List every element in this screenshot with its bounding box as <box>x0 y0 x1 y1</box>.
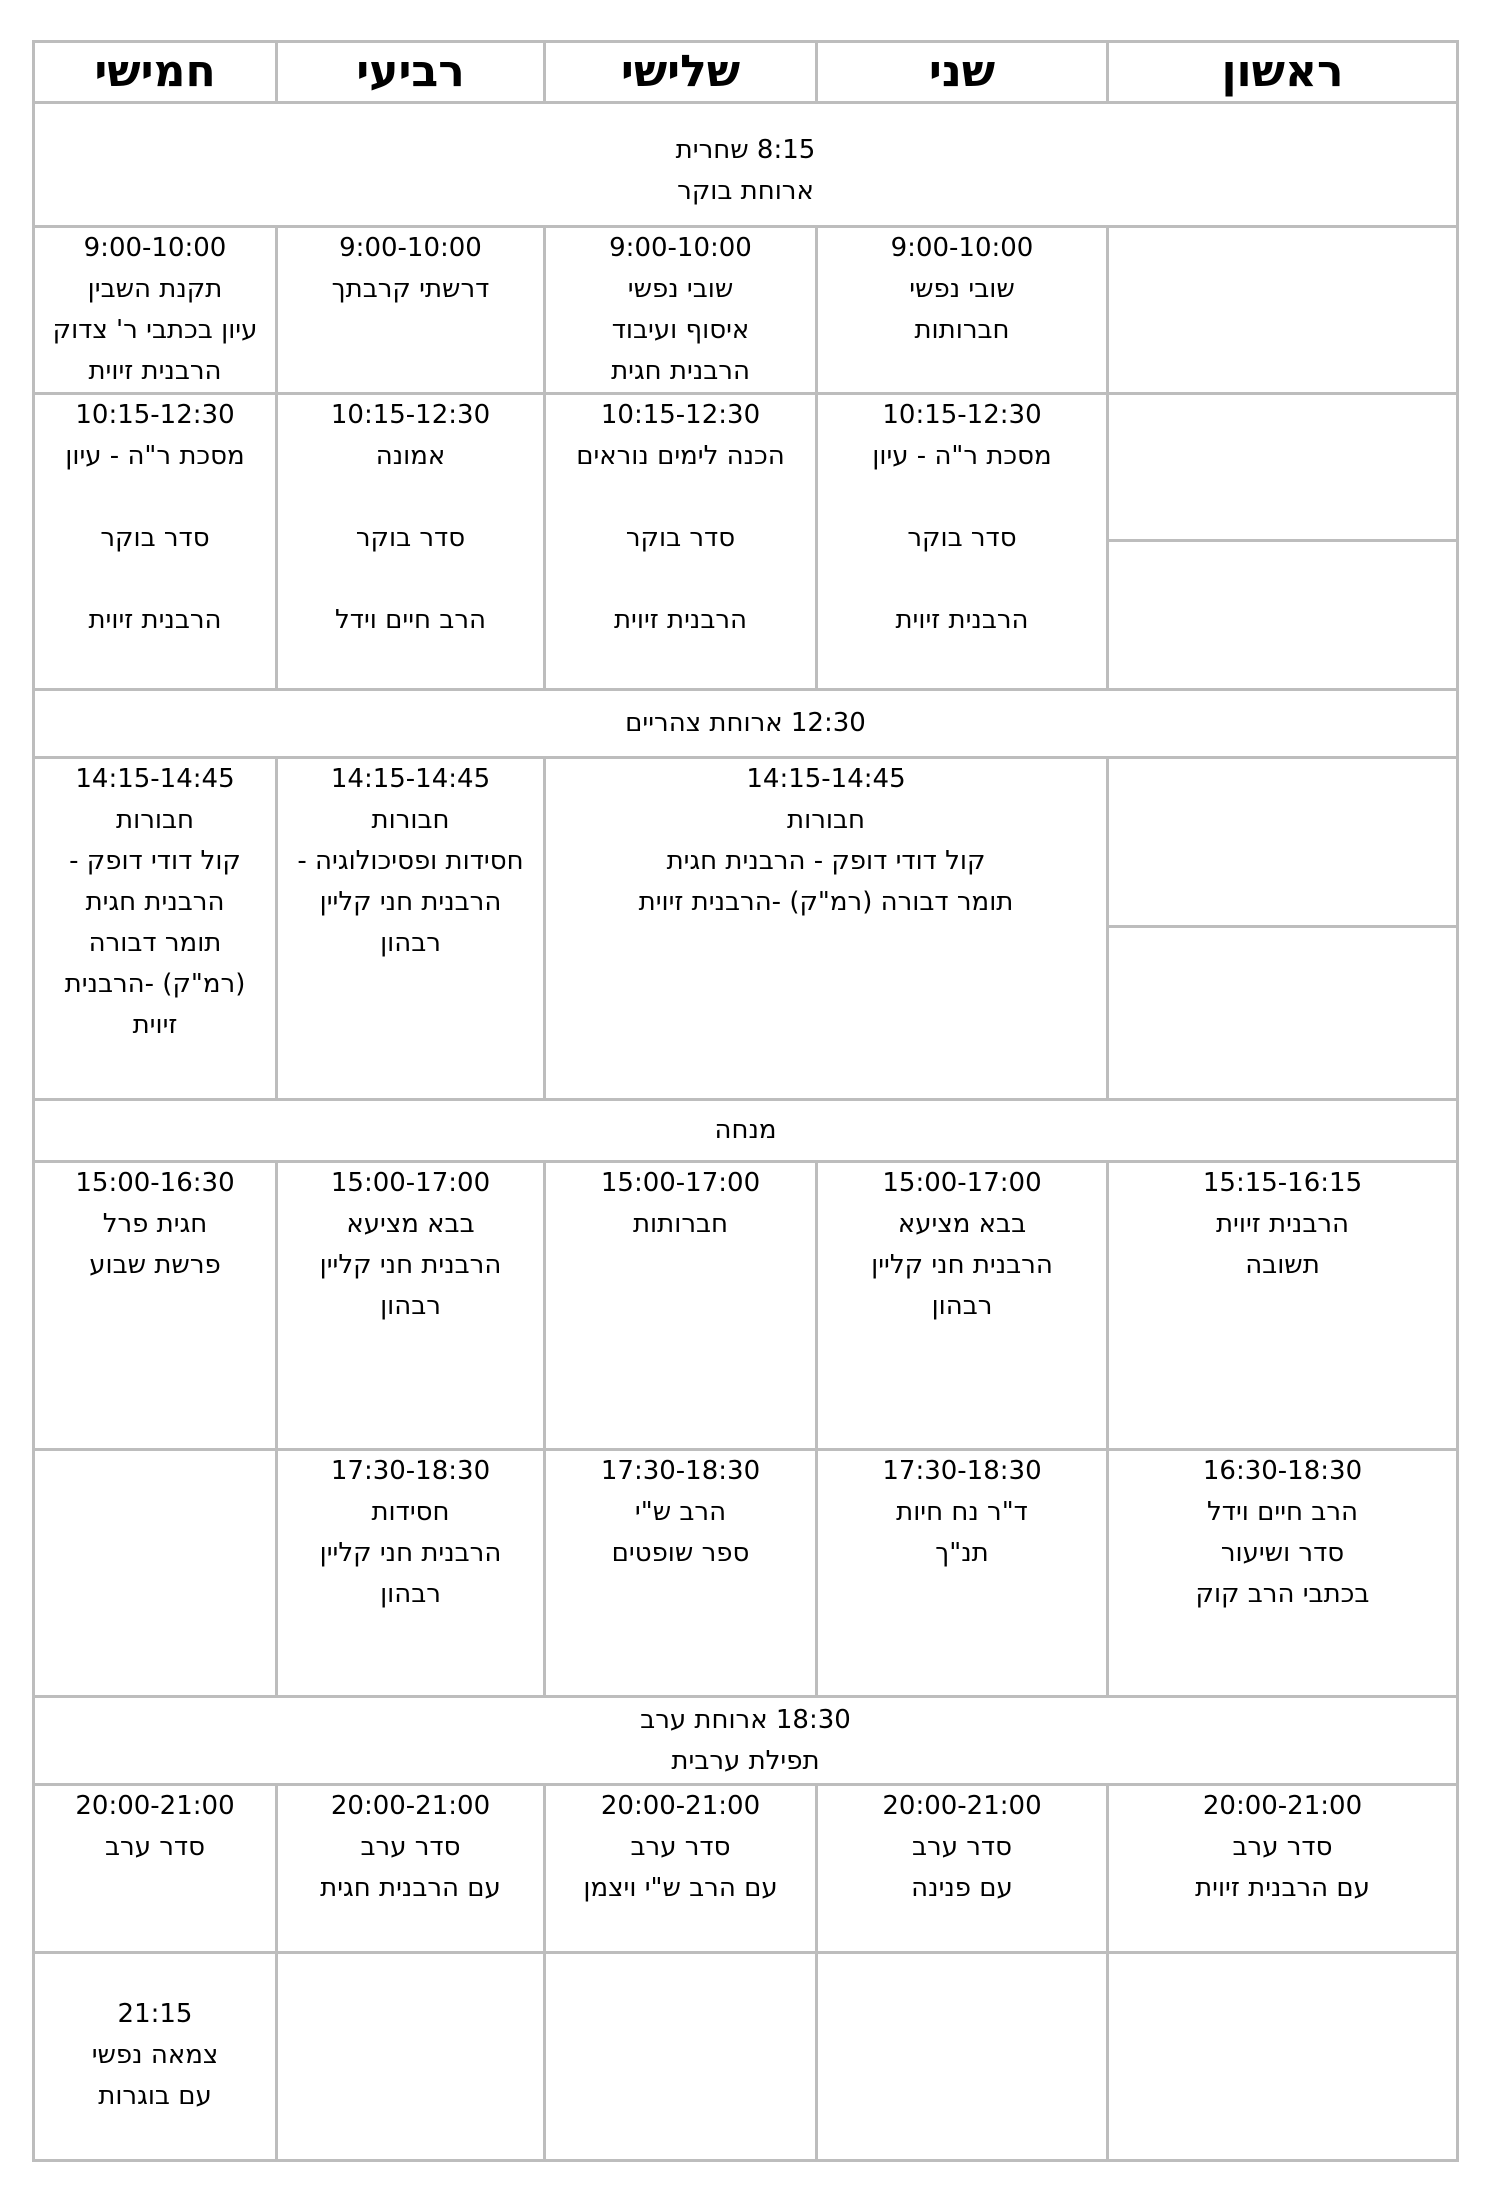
cell-line: הרבנית חני קליין <box>319 1538 502 1568</box>
cell-shlishi-1015 <box>545 394 817 690</box>
day-header-sheni: שני <box>817 42 1108 103</box>
day-header-rishon: ראשון <box>1108 42 1458 103</box>
schedule-row-1500 <box>34 1162 1458 1450</box>
cell-line: בבא מציעא <box>346 1209 475 1239</box>
cell-line: 14:15-14:45 <box>746 764 906 794</box>
cell-line: סדר בוקר <box>907 523 1017 553</box>
cell-line: סדר ושיעור <box>1220 1538 1345 1568</box>
cell-line: 15:00-17:00 <box>330 1168 491 1198</box>
cell-sheni-1500 <box>817 1162 1108 1450</box>
lunch-line: 12:30 ארוחת צהריים <box>625 708 866 738</box>
breakfast-line: ארוחת בוקר <box>677 176 814 206</box>
cell-sheni-1730 <box>817 1450 1108 1697</box>
cell-shlishi-1500 <box>545 1162 817 1450</box>
cell-line: 20:00-21:00 <box>600 1791 761 1821</box>
cell-line: זיוית <box>132 1010 178 1040</box>
cell-sheni-0900 <box>817 227 1108 394</box>
schedule-row-2115 <box>34 1953 1458 2161</box>
cell-revii-0900 <box>277 227 545 394</box>
cell-line: 17:30-18:30 <box>600 1456 761 1486</box>
cell-line: חסידות ופסיכולוגיה - <box>297 846 524 876</box>
cell-line: חבורות <box>371 805 450 835</box>
cell-line: 14:15-14:45 <box>75 764 235 794</box>
schedule-row-1415 <box>34 758 1458 1100</box>
cell-revii-1730 <box>277 1450 545 1697</box>
cell-line: סדר ערב <box>360 1832 461 1862</box>
cell-line: 16:30-18:30 <box>1202 1456 1363 1486</box>
cell-line: תשובה <box>1245 1250 1320 1280</box>
cell-revii-1415 <box>277 758 545 1100</box>
cell-line: ד"ר נח חיות <box>896 1497 1028 1527</box>
arvit-line: תפילת ערבית <box>671 1745 820 1776</box>
cell-sheni-1015 <box>817 394 1108 690</box>
cell-line <box>552 559 809 600</box>
cell-line: 17:30-18:30 <box>330 1456 491 1486</box>
shacharit-row <box>34 103 1458 227</box>
cell-line: סדר ערב <box>105 1832 205 1862</box>
cell-shlishi-2000 <box>545 1785 817 1953</box>
day-header-shlishi: שלישי <box>545 42 817 103</box>
cell-rishon-1415 <box>1108 758 1458 1100</box>
schedule-row-2000 <box>34 1785 1458 1953</box>
cell-line: 9:00-10:00 <box>339 233 482 263</box>
cell-line: סדר בוקר <box>355 523 466 553</box>
cell-line <box>824 477 1100 518</box>
cell-line: הרב חיים וידל <box>335 605 486 635</box>
cell-line: עם הרבנית זיוית <box>1195 1873 1370 1903</box>
cell-rishon-1015 <box>1108 394 1458 690</box>
cell-rishon-2115 <box>1108 1953 1458 2161</box>
cell-line: 10:15-12:30 <box>75 400 235 430</box>
cell-line: חבורות <box>116 805 194 835</box>
cell-line: חברותות <box>632 1209 729 1239</box>
cell-line: רבהון <box>380 1579 441 1609</box>
cell-line: 17:30-18:30 <box>882 1456 1042 1486</box>
cell-line: הרבנית זיוית <box>613 605 748 635</box>
cell-line: קול דודי דופק - <box>69 846 241 876</box>
cell-line: 15:00-16:30 <box>75 1168 235 1198</box>
cell-line: הרב ש"י <box>634 1497 727 1527</box>
cell-rishon-2000 <box>1108 1785 1458 1953</box>
cell-line: אמונה <box>375 441 446 471</box>
cell-line: 15:00-17:00 <box>882 1168 1042 1198</box>
cell-line: עיון בכתבי ר' צדוק <box>52 315 258 345</box>
cell-line: הרבנית זיוית <box>88 605 222 635</box>
cell-line: הרבנית זיוית <box>1215 1209 1350 1239</box>
cell-rishon-0900 <box>1108 227 1458 394</box>
cell-revii-2115 <box>277 1953 545 2161</box>
cell-shlishi-1730 <box>545 1450 817 1697</box>
cell-chamishi-2115 <box>34 1953 277 2161</box>
cell-line: תומר דבורה <box>88 928 222 958</box>
cell-revii-2000 <box>277 1785 545 1953</box>
cell-line: עם הרבנית חגית <box>320 1873 501 1903</box>
cell-line: בכתבי הרב קוק <box>1195 1579 1370 1609</box>
cell-line: פרשת שבוע <box>89 1250 221 1280</box>
cell-line <box>41 559 269 600</box>
cell-chamishi-0900 <box>34 227 277 394</box>
lunch-row <box>34 690 1458 758</box>
cell-rishon-1500 <box>1108 1162 1458 1450</box>
cell-line: הרבנית זיוית <box>895 605 1029 635</box>
cell-line: הרבנית חגית <box>85 887 225 917</box>
cell-line: 15:15-16:15 <box>1202 1168 1363 1198</box>
cell-line: סדר בוקר <box>100 523 210 553</box>
cell-line <box>552 477 809 518</box>
shacharit-line: 8:15 שחרית <box>675 135 816 165</box>
cell-revii-1500 <box>277 1162 545 1450</box>
cell-shlishi-0900 <box>545 227 817 394</box>
dinner-row <box>34 1697 1458 1785</box>
cell-line: סדר בוקר <box>625 523 736 553</box>
cell-line: 9:00-10:00 <box>890 233 1034 263</box>
day-header-revii: רביעי <box>277 42 545 103</box>
cell-line: הרבנית חני קליין <box>319 1250 502 1280</box>
cell-line: 20:00-21:00 <box>882 1791 1042 1821</box>
cell-line: 21:15 <box>117 1999 193 2029</box>
cell-line: 20:00-21:00 <box>75 1791 235 1821</box>
cell-line: צמאה נפשי <box>91 2040 219 2070</box>
cell-line <box>284 477 537 518</box>
cell-line: סדר ערב <box>912 1832 1012 1862</box>
cell-line: רבהון <box>931 1291 993 1321</box>
cell-line: איסוף ועיבוד <box>611 315 750 345</box>
cell-line: דרשתי קרבתך <box>331 274 490 304</box>
cell-line: 20:00-21:00 <box>330 1791 491 1821</box>
schedule-row-0900 <box>34 227 1458 394</box>
cell-line: תנ"ך <box>935 1538 989 1568</box>
cell-line <box>284 559 537 600</box>
cell-line: 20:00-21:00 <box>1202 1791 1363 1821</box>
empty-subcell <box>1109 759 1456 928</box>
cell-line: רבהון <box>380 1291 441 1321</box>
cell-line: מסכת ר"ה - עיון <box>65 441 245 471</box>
cell-line: עם פנינה <box>911 1873 1013 1903</box>
cell-line <box>824 559 1100 600</box>
cell-line: שובי נפשי <box>909 274 1015 304</box>
days-header-row <box>34 42 1458 103</box>
cell-chamishi-1730 <box>34 1450 277 1697</box>
cell-line: עם בוגרות <box>98 2081 212 2111</box>
cell-line: תומר דבורה (רמ"ק) -הרבנית זיוית <box>638 887 1014 917</box>
day-header-chamishi: חמישי <box>34 42 277 103</box>
mincha-row <box>34 1100 1458 1162</box>
dinner-line: 18:30 ארוחת ערב <box>640 1704 851 1735</box>
schedule-row-1730 <box>34 1450 1458 1697</box>
cell-line: קול דודי דופק - הרבנית חגית <box>666 846 986 876</box>
cell-line: 15:00-17:00 <box>600 1168 761 1198</box>
empty-subcell <box>1109 395 1456 542</box>
cell-line: ספר שופטים <box>611 1538 750 1568</box>
cell-line: 10:15-12:30 <box>330 400 491 430</box>
cell-line: בבא מציעא <box>897 1209 1027 1239</box>
cell-rishon-1730 <box>1108 1450 1458 1697</box>
cell-line: הכנה לימים נוראים <box>576 441 785 471</box>
cell-line: הרב חיים וידל <box>1207 1497 1358 1527</box>
cell-line: חבורות <box>787 805 865 835</box>
cell-shlishi-2115 <box>545 1953 817 2161</box>
mincha-cell <box>34 1100 1458 1162</box>
cell-sheni-2000 <box>817 1785 1108 1953</box>
cell-line: הרבנית זיוית <box>88 356 222 386</box>
cell-chamishi-2000 <box>34 1785 277 1953</box>
dinner-cell <box>34 1697 1458 1785</box>
schedule-row-1015 <box>34 394 1458 690</box>
shacharit-cell <box>34 103 1458 227</box>
cell-line: חסידות <box>371 1497 450 1527</box>
cell-sheni-shlishi-1415 <box>545 758 1108 1100</box>
cell-line: מסכת ר"ה - עיון <box>872 441 1052 471</box>
cell-line: עם הרב ש"י ויצמן <box>583 1873 778 1903</box>
cell-line: חגית פרל <box>102 1209 208 1239</box>
cell-chamishi-1500 <box>34 1162 277 1450</box>
weekly-schedule-table <box>32 40 1459 2162</box>
cell-line <box>41 477 269 518</box>
cell-revii-1015 <box>277 394 545 690</box>
lunch-cell <box>34 690 1458 758</box>
cell-line: 10:15-12:30 <box>882 400 1042 430</box>
schedule-sheet <box>32 40 1459 2162</box>
cell-line: שובי נפשי <box>627 274 734 304</box>
cell-line: סדר ערב <box>630 1832 731 1862</box>
cell-line: 14:15-14:45 <box>330 764 491 794</box>
mincha-line: מנחה <box>714 1115 777 1145</box>
cell-chamishi-1015 <box>34 394 277 690</box>
cell-line: 9:00-10:00 <box>83 233 227 263</box>
cell-line: הרבנית חני קליין <box>319 887 502 917</box>
cell-line: 10:15-12:30 <box>600 400 761 430</box>
cell-line: סדר ערב <box>1232 1832 1333 1862</box>
cell-line: חברותות <box>914 315 1010 345</box>
cell-line: 9:00-10:00 <box>609 233 752 263</box>
cell-line: תקנת השבין <box>87 274 223 304</box>
cell-line: (רמ"ק) -הרבנית <box>64 969 246 999</box>
cell-chamishi-1415 <box>34 758 277 1100</box>
cell-line: רבהון <box>380 928 441 958</box>
cell-sheni-2115 <box>817 1953 1108 2161</box>
cell-line: הרבנית חגית <box>611 356 750 386</box>
cell-line: הרבנית חני קליין <box>871 1250 1053 1280</box>
